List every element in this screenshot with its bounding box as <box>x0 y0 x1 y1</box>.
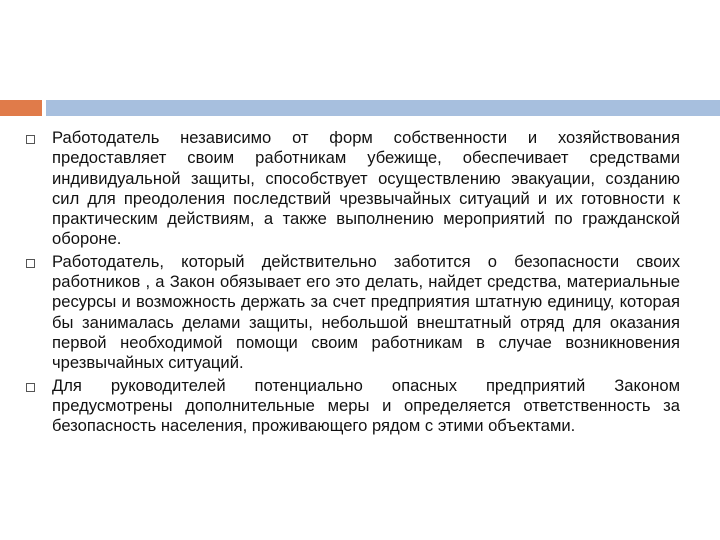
bullet-text: Для руководителей потенциально опасных предприятий Законом предусмотрены дополнительные меры и определяется ответственность за безопасность населения, проживающего рядом с этими объектами. <box>52 375 680 436</box>
title-bar <box>46 100 720 116</box>
square-outline-icon <box>26 135 35 144</box>
square-outline-icon <box>26 383 35 392</box>
accent-bar <box>0 100 42 116</box>
bullet-text: Работодатель независимо от форм собственности и хозяйствования предоставляет своим работникам убежище, обеспечивает средствами индивидуальной защиты, способствует осуществлению эвакуации, созданию сил для преодоления последствий чрезвычайных ситуаций и их готовности к практическим действиям, а также выполнению мероприятий по гражданской обороне. <box>52 128 680 249</box>
bullet-text: Работодатель, который действительно заботится о безопасности своих работников , а Закон обязывает его это делать, найдет средства, материальные ресурсы и возможность держать за счет предприятия штатную единицу, которая бы занималась делами защиты, небольшой внештатный отряд для оказания первой необходимой помощи своим работникам в случае возникновения чрезвычайных ситуаций. <box>52 251 680 373</box>
bullet-item <box>24 128 680 250</box>
bullet-item <box>24 376 680 437</box>
square-outline-icon <box>26 259 35 268</box>
bullet-list <box>24 128 680 438</box>
bullet-item <box>24 252 680 374</box>
